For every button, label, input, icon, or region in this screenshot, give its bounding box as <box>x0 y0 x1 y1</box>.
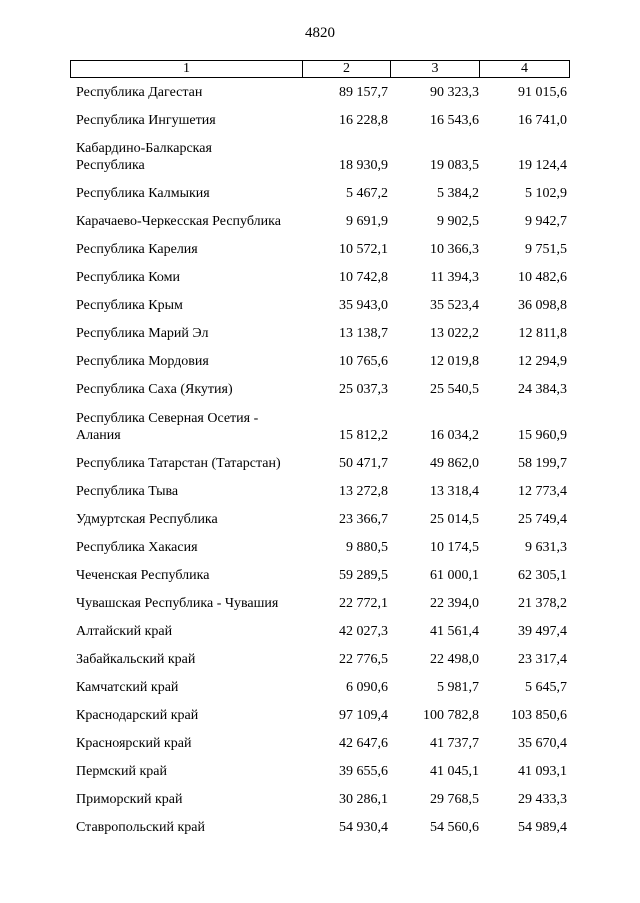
value-col-2: 35 943,0 <box>339 298 388 313</box>
value-col-4: 29 433,3 <box>518 792 567 807</box>
value-col-4: 10 482,6 <box>518 270 567 285</box>
value-col-4: 24 384,3 <box>518 382 567 397</box>
value-col-3: 13 022,2 <box>430 326 479 341</box>
value-col-2: 10 742,8 <box>339 270 388 285</box>
value-col-2: 15 812,2 <box>339 428 388 443</box>
value-col-4: 41 093,1 <box>518 764 567 779</box>
region-name: Республика Саха (Якутия) <box>76 382 233 397</box>
region-name: Республика Хакасия <box>76 540 198 555</box>
value-col-2: 9 880,5 <box>346 540 388 555</box>
value-col-4: 36 098,8 <box>518 298 567 313</box>
region-name: Краснодарский край <box>76 708 199 723</box>
value-col-4: 5 645,7 <box>525 680 567 695</box>
value-col-3: 12 019,8 <box>430 354 479 369</box>
region-name: Республика Карелия <box>76 242 198 257</box>
value-col-3: 25 014,5 <box>430 512 479 527</box>
region-name: Приморский край <box>76 792 183 807</box>
value-col-3: 100 782,8 <box>423 708 479 723</box>
value-col-2: 10 765,6 <box>339 354 388 369</box>
value-col-3: 22 498,0 <box>430 652 479 667</box>
value-col-2: 39 655,6 <box>339 764 388 779</box>
value-col-2: 22 772,1 <box>339 596 388 611</box>
region-name: Республика Татарстан (Татарстан) <box>76 456 281 471</box>
header-col-4: 4 <box>521 61 528 76</box>
value-col-3: 19 083,5 <box>430 158 479 173</box>
header-col-1: 1 <box>71 61 303 77</box>
value-col-4: 54 989,4 <box>518 820 567 835</box>
value-col-2: 6 090,6 <box>346 680 388 695</box>
value-col-4: 15 960,9 <box>518 428 567 443</box>
region-name: Республика Марий Эл <box>76 326 209 341</box>
value-col-2: 9 691,9 <box>346 214 388 229</box>
value-col-4: 16 741,0 <box>518 113 567 128</box>
value-col-3: 61 000,1 <box>430 568 479 583</box>
header-col-3: 3 <box>391 61 480 77</box>
value-col-4: 23 317,4 <box>518 652 567 667</box>
value-col-4: 25 749,4 <box>518 512 567 527</box>
value-col-3: 41 045,1 <box>430 764 479 779</box>
region-name: Удмуртская Республика <box>76 512 218 527</box>
region-name: Забайкальский край <box>76 652 196 667</box>
value-col-4: 9 942,7 <box>525 214 567 229</box>
region-name: Республика Коми <box>76 270 180 285</box>
value-col-3: 22 394,0 <box>430 596 479 611</box>
value-col-2: 18 930,9 <box>339 158 388 173</box>
value-col-3: 9 902,5 <box>437 214 479 229</box>
value-col-2: 16 228,8 <box>339 113 388 128</box>
value-col-3: 16 543,6 <box>430 113 479 128</box>
value-col-3: 49 862,0 <box>430 456 479 471</box>
value-col-3: 25 540,5 <box>430 382 479 397</box>
value-col-3: 35 523,4 <box>430 298 479 313</box>
region-name: Республика Ингушетия <box>76 113 216 128</box>
region-name: Республика Крым <box>76 298 183 313</box>
value-col-2: 97 109,4 <box>339 708 388 723</box>
value-col-2: 13 138,7 <box>339 326 388 341</box>
page-number: 4820 <box>305 25 335 41</box>
value-col-4: 12 773,4 <box>518 484 567 499</box>
value-col-3: 11 394,3 <box>430 270 479 285</box>
value-col-3: 13 318,4 <box>430 484 479 499</box>
value-col-3: 16 034,2 <box>430 428 479 443</box>
value-col-4: 12 294,9 <box>518 354 567 369</box>
value-col-4: 9 751,5 <box>525 242 567 257</box>
value-col-4: 12 811,8 <box>518 326 567 341</box>
region-name: Кабардино-Балкарская <box>76 141 212 156</box>
value-col-3: 5 384,2 <box>437 186 479 201</box>
value-col-4: 5 102,9 <box>525 186 567 201</box>
region-name: Чеченская Республика <box>76 568 210 583</box>
value-col-4: 62 305,1 <box>518 568 567 583</box>
value-col-4: 19 124,4 <box>518 158 567 173</box>
value-col-3: 41 737,7 <box>430 736 479 751</box>
value-col-3: 5 981,7 <box>437 680 479 695</box>
region-name: Чувашская Республика - Чувашия <box>76 596 279 611</box>
value-col-2: 42 027,3 <box>339 624 388 639</box>
value-col-3: 41 561,4 <box>430 624 479 639</box>
value-col-3: 10 366,3 <box>430 242 479 257</box>
value-col-2: 5 467,2 <box>346 186 388 201</box>
region-name: Красноярский край <box>76 736 192 751</box>
value-col-4: 58 199,7 <box>518 456 567 471</box>
value-col-4: 91 015,6 <box>518 85 567 100</box>
region-name: Республика <box>76 158 145 173</box>
value-col-4: 103 850,6 <box>511 708 567 723</box>
region-name: Камчатский край <box>76 680 179 695</box>
value-col-4: 21 378,2 <box>518 596 567 611</box>
region-name: Республика Тыва <box>76 484 179 499</box>
table-header <box>70 60 570 78</box>
value-col-2: 25 037,3 <box>339 382 388 397</box>
value-col-2: 54 930,4 <box>339 820 388 835</box>
value-col-2: 23 366,7 <box>339 512 388 527</box>
value-col-3: 90 323,3 <box>430 85 479 100</box>
value-col-2: 13 272,8 <box>339 484 388 499</box>
value-col-2: 50 471,7 <box>339 456 388 471</box>
value-col-2: 42 647,6 <box>339 736 388 751</box>
value-col-4: 35 670,4 <box>518 736 567 751</box>
header-col-2: 2 <box>303 61 391 77</box>
value-col-4: 9 631,3 <box>525 540 567 555</box>
region-name: Республика Северная Осетия - <box>76 411 259 426</box>
value-col-2: 59 289,5 <box>339 568 388 583</box>
value-col-3: 29 768,5 <box>430 792 479 807</box>
value-col-2: 30 286,1 <box>339 792 388 807</box>
value-col-2: 89 157,7 <box>339 85 388 100</box>
value-col-4: 39 497,4 <box>518 624 567 639</box>
region-name: Карачаево-Черкесская Республика <box>76 214 281 229</box>
region-name: Республика Калмыкия <box>76 186 210 201</box>
region-name: Пермский край <box>76 764 167 779</box>
region-name: Ставропольский край <box>76 820 205 835</box>
region-name: Республика Мордовия <box>76 354 209 369</box>
value-col-3: 10 174,5 <box>430 540 479 555</box>
value-col-2: 10 572,1 <box>339 242 388 257</box>
value-col-2: 22 776,5 <box>339 652 388 667</box>
value-col-3: 54 560,6 <box>430 820 479 835</box>
region-name: Алтайский край <box>76 624 173 639</box>
region-name: Алания <box>76 428 121 443</box>
region-name: Республика Дагестан <box>76 85 203 100</box>
